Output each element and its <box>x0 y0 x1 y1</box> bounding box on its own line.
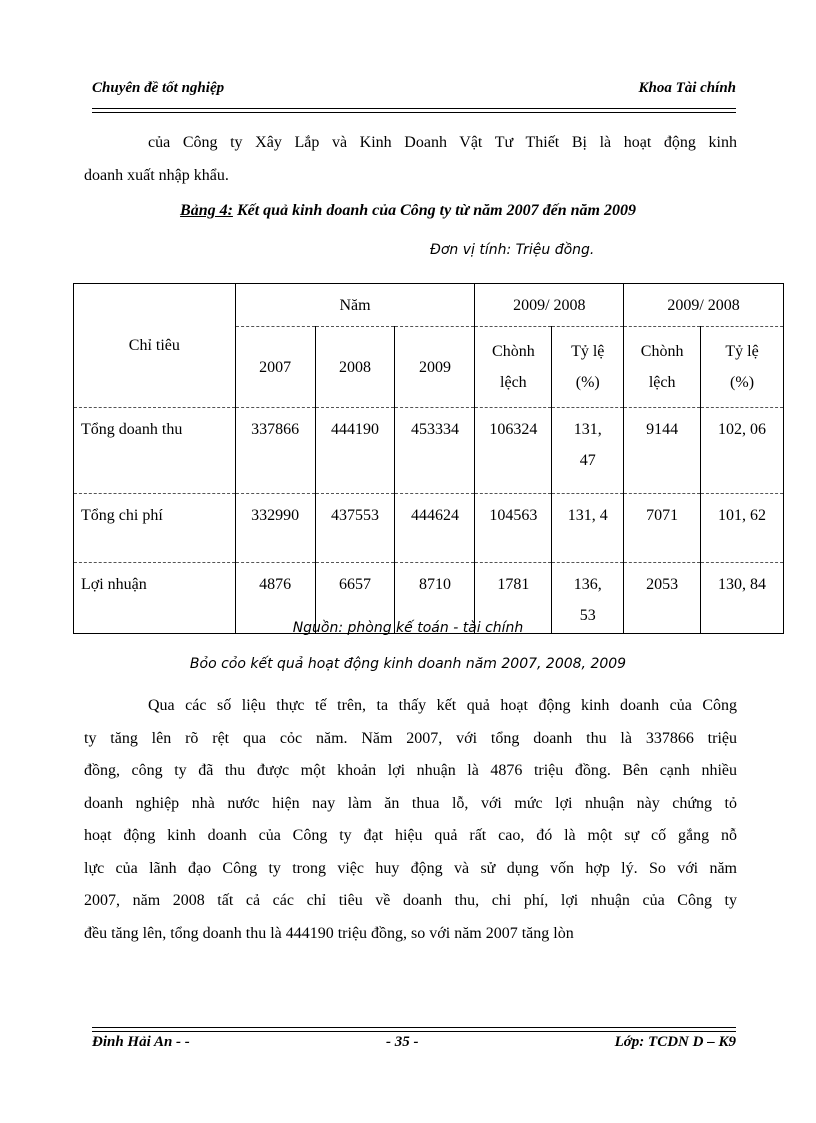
body-line-4: doanh nghiệp nhà nước hiện nay làm ăn thua lỗ, với mức lợi nhuận này chứng tỏ <box>84 794 737 812</box>
cell-2008: 6657 <box>315 563 395 634</box>
header-diff-1 <box>475 327 552 408</box>
intro-line-2: doanh xuất nhập khẩu. <box>84 166 229 184</box>
header-ratio-2 <box>701 327 784 408</box>
row-label: Tổng doanh thu <box>74 408 236 494</box>
cell-2009: 8710 <box>395 563 475 634</box>
row-label: Tổng chi phí <box>74 494 236 563</box>
table-row-revenue <box>74 408 784 494</box>
table-title-prefix: Bảng 4: <box>180 202 233 219</box>
header-diff-2-line-2: lệch <box>648 374 676 391</box>
source-caption: Nguồn: phòng kế toán - tài chính <box>292 620 524 636</box>
cell-2007: 4876 <box>235 563 315 634</box>
cell-diff-2: 9144 <box>624 408 701 494</box>
header-diff-2-line-1: Chònh <box>640 343 684 360</box>
header-year-2007: 2007 <box>235 327 315 408</box>
header-year-2009: 2009 <box>395 327 475 408</box>
cell-ratio-1-line-1: 131, <box>573 421 602 438</box>
header-year-2008: 2008 <box>315 327 395 408</box>
header-diff-1-line-1: Chònh <box>492 343 535 360</box>
unit-note: Đơn vị tính: Triệu đồng. <box>430 242 595 258</box>
page-footer <box>92 1034 736 1051</box>
table-row-cost <box>74 494 784 563</box>
footer-page-number: - 35 - <box>385 1034 419 1050</box>
header-criteria: Chỉ tiêu <box>74 284 236 408</box>
intro-line-1: của Công ty Xây Lắp và Kinh Doanh Vật Tư Thiết Bị là hoạt động kinh <box>148 134 737 151</box>
cell-ratio-1 <box>552 408 624 494</box>
cell-2007: 337866 <box>235 408 315 494</box>
table-header-row-1 <box>74 284 784 327</box>
header-compare-group-2: 2009/ 2008 <box>624 284 784 327</box>
header-ratio-1 <box>552 327 624 408</box>
table-title-text: Kết quả kinh doanh của Công ty từ năm 2007 đến năm 2009 <box>232 202 636 219</box>
body-line-6: lực của lãnh đạo Công ty trong việc huy động và sử dụng vốn hợp lý. So với năm <box>84 859 737 877</box>
cell-ratio-1 <box>552 494 624 563</box>
cell-2008: 437553 <box>315 494 395 563</box>
cell-ratio-1-line-2: 53 <box>579 607 596 624</box>
footer-class: Lớp: TCDN D – K9 <box>614 1034 736 1050</box>
row-label: Lợi nhuận <box>74 563 236 634</box>
header-diff-1-line-2: lệch <box>500 374 527 391</box>
page-header <box>92 80 736 97</box>
header-ratio-2-line-1: Tỷ lệ <box>725 343 759 360</box>
body-paragraph <box>84 690 737 950</box>
cell-ratio-2: 130, 84 <box>701 563 784 634</box>
cell-diff-1: 106324 <box>475 408 552 494</box>
header-diff-2 <box>624 327 701 408</box>
footer-author: Đinh Hải An - - <box>92 1034 190 1050</box>
intro-paragraph <box>84 127 737 192</box>
cell-2009: 444624 <box>395 494 475 563</box>
body-line-2: ty tăng lên rõ rệt qua cỏc năm. Năm 2007, với tổng doanh thu là 337866 triệu <box>84 729 737 747</box>
cell-diff-1: 1781 <box>475 563 552 634</box>
body-line-5: hoạt động kinh doanh của Công ty đạt hiệu quả rất cao, đó là một sự cố gắng nỗ <box>84 827 737 844</box>
cell-2007: 332990 <box>235 494 315 563</box>
results-table <box>73 283 784 634</box>
header-rule <box>92 108 736 113</box>
cell-2008: 444190 <box>315 408 395 494</box>
cell-ratio-1-line-1: 136, <box>573 576 602 593</box>
header-ratio-2-line-2: (%) <box>730 374 755 391</box>
header-compare-group-1: 2009/ 2008 <box>475 284 624 327</box>
cell-ratio-2: 101, 62 <box>701 494 784 563</box>
header-left-text: Chuyên đề tốt nghiệp <box>92 80 225 96</box>
cell-diff-2: 7071 <box>624 494 701 563</box>
table-title <box>0 202 816 220</box>
header-ratio-1-line-2: (%) <box>575 374 600 391</box>
cell-ratio-1-line-2: 47 <box>579 452 596 469</box>
source-report-caption: Bỏo cỏo kết quả hoạt động kinh doanh năm 2007, 2008, 2009 <box>189 656 627 672</box>
cell-2009: 453334 <box>395 408 475 494</box>
cell-diff-2: 2053 <box>624 563 701 634</box>
body-line-1: Qua các số liệu thực tế trên, ta thấy kết quả hoạt động kinh doanh của Công <box>148 697 737 714</box>
cell-ratio-2: 102, 06 <box>701 408 784 494</box>
header-ratio-1-line-1: Tỷ lệ <box>571 343 605 360</box>
header-right-text: Khoa Tài chính <box>638 80 736 96</box>
footer-rule <box>92 1027 736 1032</box>
body-line-8: đều tăng lên, tổng doanh thu là 444190 triệu đồng, so với năm 2007 tăng lòn <box>84 924 574 942</box>
body-line-7: 2007, năm 2008 tất cả các chỉ tiêu về doanh thu, chi phí, lợi nhuận của Công ty <box>84 892 737 909</box>
header-year-group: Năm <box>235 284 475 327</box>
cell-diff-1: 104563 <box>475 494 552 563</box>
body-line-3: đồng, công ty đã thu được một khoản lợi nhuận là 4876 triệu đồng. Bên cạnh nhiều <box>84 762 737 779</box>
cell-ratio-1-line-1: 131, 4 <box>567 507 608 524</box>
